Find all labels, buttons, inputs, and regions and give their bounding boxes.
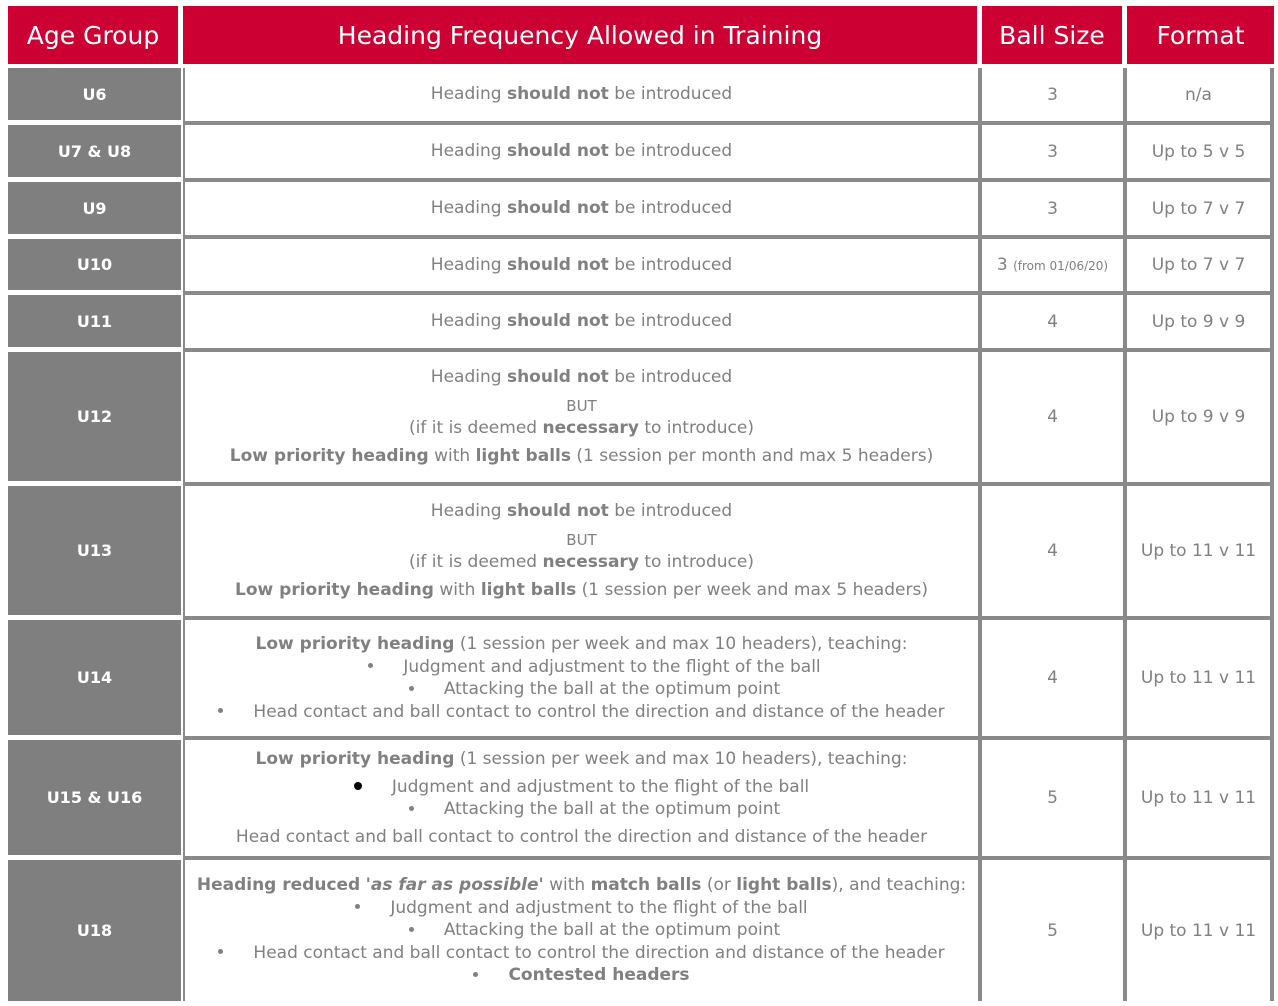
table-row xyxy=(8,352,1274,486)
header-format: Format xyxy=(1127,6,1274,68)
bullet-icon xyxy=(354,782,362,790)
frequency-cell: Low priority heading (1 session per week and max 10 headers), teaching: Judgment and adjustment to the flight of the ball Attacking the ball at the optimum point Head contact and ball contact to control the direction and distance of the header xyxy=(183,740,982,860)
format-cell: Up to 11 v 11 xyxy=(1127,486,1274,620)
heading-guidelines-table xyxy=(8,6,1274,1001)
format-cell: n/a xyxy=(1127,68,1274,125)
age-group-cell: U6 xyxy=(8,68,183,125)
bullet-icon xyxy=(218,708,223,713)
ball-size-cell: 4 xyxy=(982,352,1127,486)
frequency-cell: Heading should not be introduced BUT (if it is deemed necessary to introduce) Low priority heading with light balls (1 session per week and max 5 headers) xyxy=(183,486,982,620)
table-row xyxy=(8,182,1274,239)
ball-size-cell: 5 xyxy=(982,740,1127,860)
age-group-cell: U9 xyxy=(8,182,183,239)
format-cell: Up to 9 v 9 xyxy=(1127,352,1274,486)
age-group-cell: U13 xyxy=(8,486,183,620)
frequency-cell: Heading should not be introduced xyxy=(183,68,982,125)
frequency-cell: Heading should not be introduced xyxy=(183,182,982,239)
header-ball-size: Ball Size xyxy=(982,6,1127,68)
age-group-cell: U14 xyxy=(8,620,183,740)
ball-size-cell: 4 xyxy=(982,295,1127,352)
format-cell: Up to 11 v 11 xyxy=(1127,620,1274,740)
age-group-cell: U11 xyxy=(8,295,183,352)
format-cell: Up to 11 v 11 xyxy=(1127,860,1274,1001)
header-age-group: Age Group xyxy=(8,6,183,68)
table-row xyxy=(8,486,1274,620)
table-row xyxy=(8,295,1274,352)
ball-size-cell: 3 (from 01/06/20) xyxy=(982,239,1127,295)
frequency-cell: Heading should not be introduced BUT (if it is deemed necessary to introduce) Low priority heading with light balls (1 session per month and max 5 headers) xyxy=(183,352,982,486)
age-group-cell: U12 xyxy=(8,352,183,486)
bullet-icon xyxy=(355,904,360,909)
frequency-cell: Heading should not be introduced xyxy=(183,125,982,182)
frequency-cell: Heading should not be introduced xyxy=(183,295,982,352)
ball-size-cell: 3 xyxy=(982,68,1127,125)
table-row xyxy=(8,740,1274,860)
table-row xyxy=(8,125,1274,182)
bullet-icon xyxy=(409,927,414,932)
age-group-cell: U15 & U16 xyxy=(8,740,183,860)
ball-size-cell: 4 xyxy=(982,620,1127,740)
age-group-cell: U7 & U8 xyxy=(8,125,183,182)
age-group-cell: U18 xyxy=(8,860,183,1001)
table-row xyxy=(8,68,1274,125)
format-cell: Up to 11 v 11 xyxy=(1127,740,1274,860)
ball-size-cell: 3 xyxy=(982,182,1127,239)
frequency-cell: Heading reduced 'as far as possible' with match balls (or light balls), and teaching: Judgment and adjustment to the flight of the ball Attacking the ball at the optimum point Head contact and ball contact to control the direction and distance of the header Contested headers xyxy=(183,860,982,1001)
bullet-icon xyxy=(473,972,478,977)
header-heading-frequency: Heading Frequency Allowed in Training xyxy=(183,6,982,68)
table-row xyxy=(8,860,1274,1001)
format-cell: Up to 9 v 9 xyxy=(1127,295,1274,352)
header-row xyxy=(8,6,1274,68)
ball-size-cell: 5 xyxy=(982,860,1127,1001)
table-row xyxy=(8,239,1274,295)
ball-size-cell: 3 xyxy=(982,125,1127,182)
bullet-icon xyxy=(409,686,414,691)
bullet-icon xyxy=(409,806,414,811)
frequency-cell: Low priority heading (1 session per week and max 10 headers), teaching: Judgment and adjustment to the flight of the ball Attacking the ball at the optimum point Head contact and ball contact to control the direction and distance of the header xyxy=(183,620,982,740)
ball-size-note: (from 01/06/20) xyxy=(1013,259,1109,273)
table-row xyxy=(8,620,1274,740)
format-cell: Up to 5 v 5 xyxy=(1127,125,1274,182)
age-group-cell: U10 xyxy=(8,239,183,295)
format-cell: Up to 7 v 7 xyxy=(1127,239,1274,295)
frequency-cell: Heading should not be introduced xyxy=(183,239,982,295)
ball-size-cell: 4 xyxy=(982,486,1127,620)
bullet-icon xyxy=(218,949,223,954)
bullet-icon xyxy=(368,663,373,668)
format-cell: Up to 7 v 7 xyxy=(1127,182,1274,239)
